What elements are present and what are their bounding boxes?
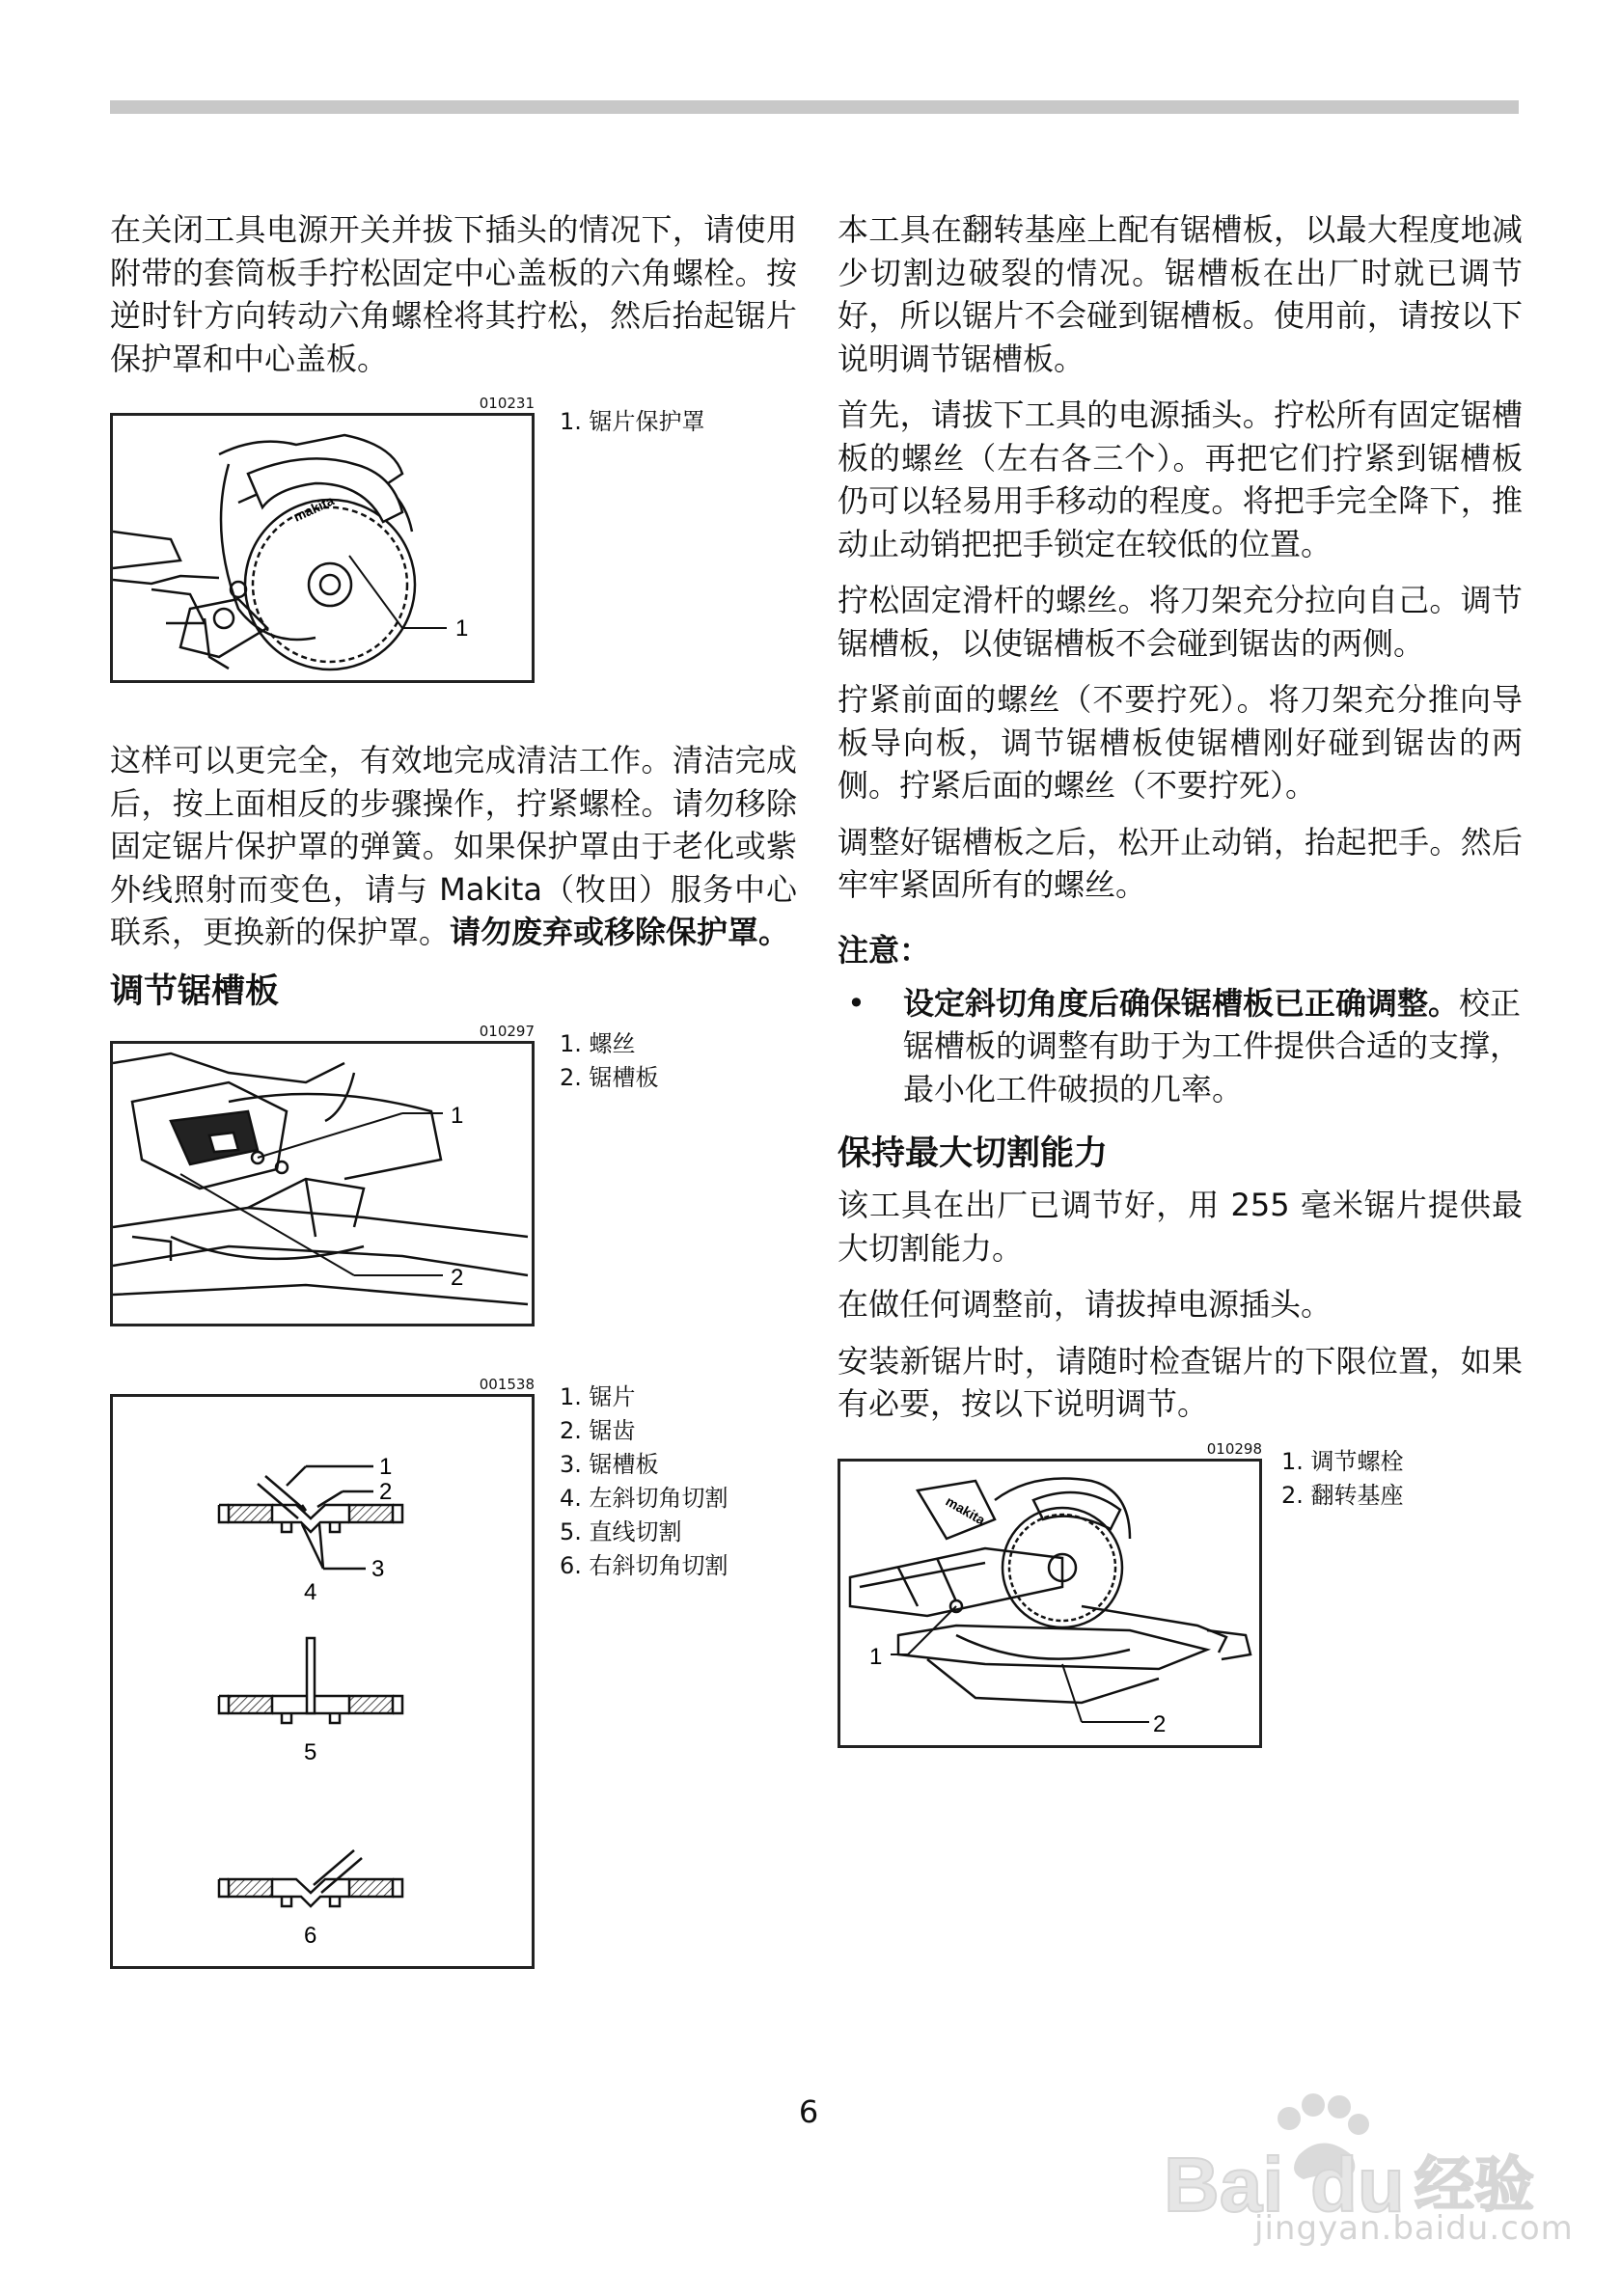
- legend-item: 1. 螺丝: [560, 1029, 636, 1057]
- kerf-screws-illustration: [113, 1044, 532, 1324]
- right-column: [838, 208, 1523, 1748]
- callout-4: 4: [304, 1578, 317, 1605]
- figure-frame: [110, 1041, 535, 1326]
- bullet-text: 校正锯槽板的调整有助于为工件提供合适的支撑，最小化工件破损的几率。: [903, 984, 1522, 1107]
- heading-max-cutting: 保持最大切割能力: [838, 1134, 1109, 1173]
- legend-item: 1. 锯片: [560, 1382, 636, 1410]
- watermark-brand-du: du: [1310, 2142, 1405, 2228]
- figure-code: 010297: [479, 1022, 535, 1040]
- callout-1: 1: [455, 615, 469, 642]
- paragraph-step-3: 拧紧前面的螺丝（不要拧死）。将刀架充分推向导板导向板，调节锯槽板使锯槽刚好碰到锯齿的两侧。拧紧后面的螺丝（不要拧死）。: [838, 681, 1523, 804]
- paragraph-check-limit: 安装新锯片时，请随时检查锯片的下限位置，如果有必要，按以下说明调节。: [838, 1342, 1523, 1422]
- figure-legend: [560, 1027, 659, 1095]
- legend-item: 2. 锯齿: [560, 1416, 636, 1444]
- callout-2: 2: [451, 1264, 464, 1291]
- bullet-dot: •: [847, 984, 865, 1022]
- svg-text:makita: makita: [290, 492, 337, 525]
- callout-3: 3: [371, 1555, 385, 1582]
- paragraph-max-cutting: 该工具在出厂已调节好，用 255 毫米锯片提供最大切割能力。: [838, 1187, 1523, 1267]
- callout-2: 2: [379, 1478, 393, 1505]
- figure-code: 010298: [1206, 1439, 1262, 1458]
- paragraph-kerf-intro: 本工具在翻转基座上配有锯槽板，以最大程度地减少切割边破裂的情况。锯槽板在出厂时就已调节好，所以锯片不会碰到锯槽板。使用前，请按以下说明调节锯槽板。: [838, 211, 1523, 377]
- callout-6: 6: [304, 1922, 317, 1949]
- blade-guard-illustration: [113, 416, 532, 680]
- paragraph-remove-guard: 在关闭工具电源开关并拔下插头的情况下，请使用附带的套筒板手拧松固定中心盖板的六角螺栓。按逆时针方向转动六角螺栓将其拧松，然后抬起锯片保护罩和中心盖板。: [110, 211, 797, 377]
- paragraph-step-1: 首先，请拔下工具的电源插头。拧松所有固定锯槽板的螺丝（左右各三个）。再把它们拧紧到锯槽板仍可以轻易用手移动的程度。将把手完全降下，推动止动销把把手锁定在较低的位置。: [838, 396, 1523, 562]
- cut-types-diagram: [113, 1397, 532, 1966]
- callout-5: 5: [304, 1738, 317, 1765]
- watermark-url: jingyan.baidu.com: [1254, 2209, 1574, 2248]
- header-rule: [110, 100, 1519, 114]
- legend-item: 1. 锯片保护罩: [560, 408, 705, 435]
- callout-1: 1: [451, 1102, 464, 1129]
- figure-legend: [1281, 1445, 1404, 1513]
- legend-item: 1. 调节螺栓: [1281, 1447, 1404, 1475]
- figure-legend: [560, 1380, 728, 1583]
- left-column: [110, 208, 797, 1969]
- callout-1: 1: [379, 1453, 393, 1480]
- watermark-brand-jingyan: 经验: [1415, 2152, 1535, 2219]
- paragraph-step-2: 拧松固定滑杆的螺丝。将刀架充分拉向自己。调节锯槽板，以使锯槽板不会碰到锯齿的两侧。: [838, 582, 1523, 662]
- legend-item: 6. 右斜切角切割: [560, 1551, 728, 1579]
- callout-2: 2: [1153, 1710, 1167, 1737]
- svg-text:makita: makita: [943, 1492, 988, 1528]
- figure-frame: [110, 413, 535, 683]
- paragraph-cleaning-text: 这样可以更完全，有效地完成清洁工作。清洁完成后，按上面相反的步骤操作，拧紧螺栓。请勿移除固定锯片保护罩的弹簧。如果保护罩由于老化或紫外线照射而变色，请与 Makita（牧田）服务中心联系，更换新的保护罩。: [110, 742, 797, 950]
- legend-item: 2. 翻转基座: [1281, 1481, 1404, 1509]
- figure-legend: [560, 405, 705, 439]
- paragraph-cleaning: [110, 739, 797, 954]
- figure-frame: [110, 1394, 535, 1969]
- warning-bold-text: 请勿废弃或移除保护罩。: [450, 914, 790, 950]
- bullet-bold-text: 设定斜切角度后确保锯槽板已正确调整。: [903, 984, 1460, 1022]
- paragraph-unplug: 在做任何调整前，请拔掉电源插头。: [838, 1286, 1333, 1323]
- legend-item: 2. 锯槽板: [560, 1063, 659, 1091]
- callout-1: 1: [869, 1643, 883, 1670]
- figure-frame: [838, 1459, 1262, 1748]
- figure-blade-guard: [110, 408, 797, 712]
- watermark-brand: Bai: [1164, 2142, 1284, 2228]
- miter-saw-illustration: [840, 1462, 1259, 1745]
- figure-code: 001538: [479, 1375, 535, 1393]
- legend-item: 4. 左斜切角切割: [560, 1484, 728, 1512]
- page-number: 6: [798, 2093, 819, 2130]
- bullet-content: [903, 982, 1523, 1111]
- heading-adjust-kerf-board: 调节锯槽板: [110, 971, 280, 1011]
- legend-item: 3. 锯槽板: [560, 1450, 659, 1478]
- note-label: 注意：: [838, 931, 931, 969]
- figure-code: 010231: [479, 395, 535, 412]
- paragraph-step-4: 调整好锯槽板之后，松开止动销，抬起把手。然后牢牢紧固所有的螺丝。: [838, 823, 1523, 903]
- legend-item: 5. 直线切割: [560, 1517, 682, 1545]
- note-bullet: [838, 982, 1523, 1111]
